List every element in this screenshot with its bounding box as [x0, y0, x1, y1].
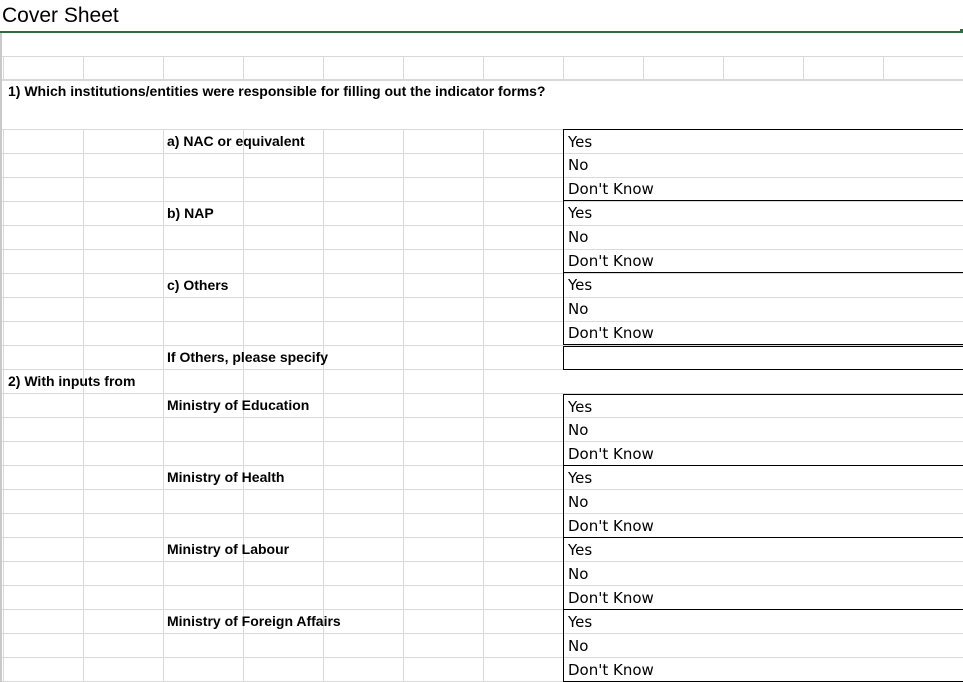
q2-item-foreign-affairs-label: Ministry of Foreign Affairs	[167, 613, 341, 629]
title-underline	[0, 31, 963, 33]
q2-education-option-yes[interactable]: Yes	[563, 394, 963, 418]
q2-labour-option-no[interactable]: No	[563, 562, 963, 586]
q2-health-option-dont-know[interactable]: Don't Know	[563, 514, 963, 538]
q2-foreign-affairs-option-no[interactable]: No	[563, 634, 963, 658]
q2-item-education-label: Ministry of Education	[167, 397, 310, 413]
specify-others-input[interactable]	[563, 346, 963, 370]
q2-education-option-no[interactable]: No	[563, 418, 963, 442]
q2-health-option-no[interactable]: No	[563, 490, 963, 514]
page-title: Cover Sheet	[2, 4, 119, 27]
q1-nac-option-dont-know[interactable]: Don't Know	[563, 177, 963, 201]
q2-foreign-affairs-option-yes[interactable]: Yes	[563, 610, 963, 634]
q1-nap-option-yes[interactable]: Yes	[563, 201, 963, 225]
q1-item-others-label: c) Others	[167, 277, 229, 293]
q1-nap-option-dont-know[interactable]: Don't Know	[563, 249, 963, 273]
q2-health-option-yes[interactable]: Yes	[563, 466, 963, 490]
q2-item-labour-label: Ministry of Labour	[167, 541, 290, 557]
q1-nap-option-no[interactable]: No	[563, 225, 963, 249]
q1-nac-option-no[interactable]: No	[563, 153, 963, 177]
q1-item-nap-label: b) NAP	[167, 205, 214, 221]
specify-others-label: If Others, please specify	[167, 349, 329, 365]
q2-item-health-label: Ministry of Health	[167, 469, 285, 485]
q1-item-nac-label: a) NAC or equivalent	[167, 133, 305, 149]
q2-education-option-dont-know[interactable]: Don't Know	[563, 442, 963, 466]
q1-others-option-yes[interactable]: Yes	[563, 273, 963, 297]
q2-foreign-affairs-option-dont-know[interactable]: Don't Know	[563, 658, 963, 682]
q2-labour-option-yes[interactable]: Yes	[563, 538, 963, 562]
question-1-label: 1) Which institutions/entities were responsible for filling out the indicator forms?	[8, 83, 546, 99]
question-2-label: 2) With inputs from	[8, 373, 136, 389]
sheet-left-edge	[0, 33, 2, 682]
q1-nac-option-yes[interactable]: Yes	[563, 129, 963, 153]
q1-others-option-dont-know[interactable]: Don't Know	[563, 321, 963, 345]
q2-labour-option-dont-know[interactable]: Don't Know	[563, 586, 963, 610]
q1-others-option-no[interactable]: No	[563, 297, 963, 321]
